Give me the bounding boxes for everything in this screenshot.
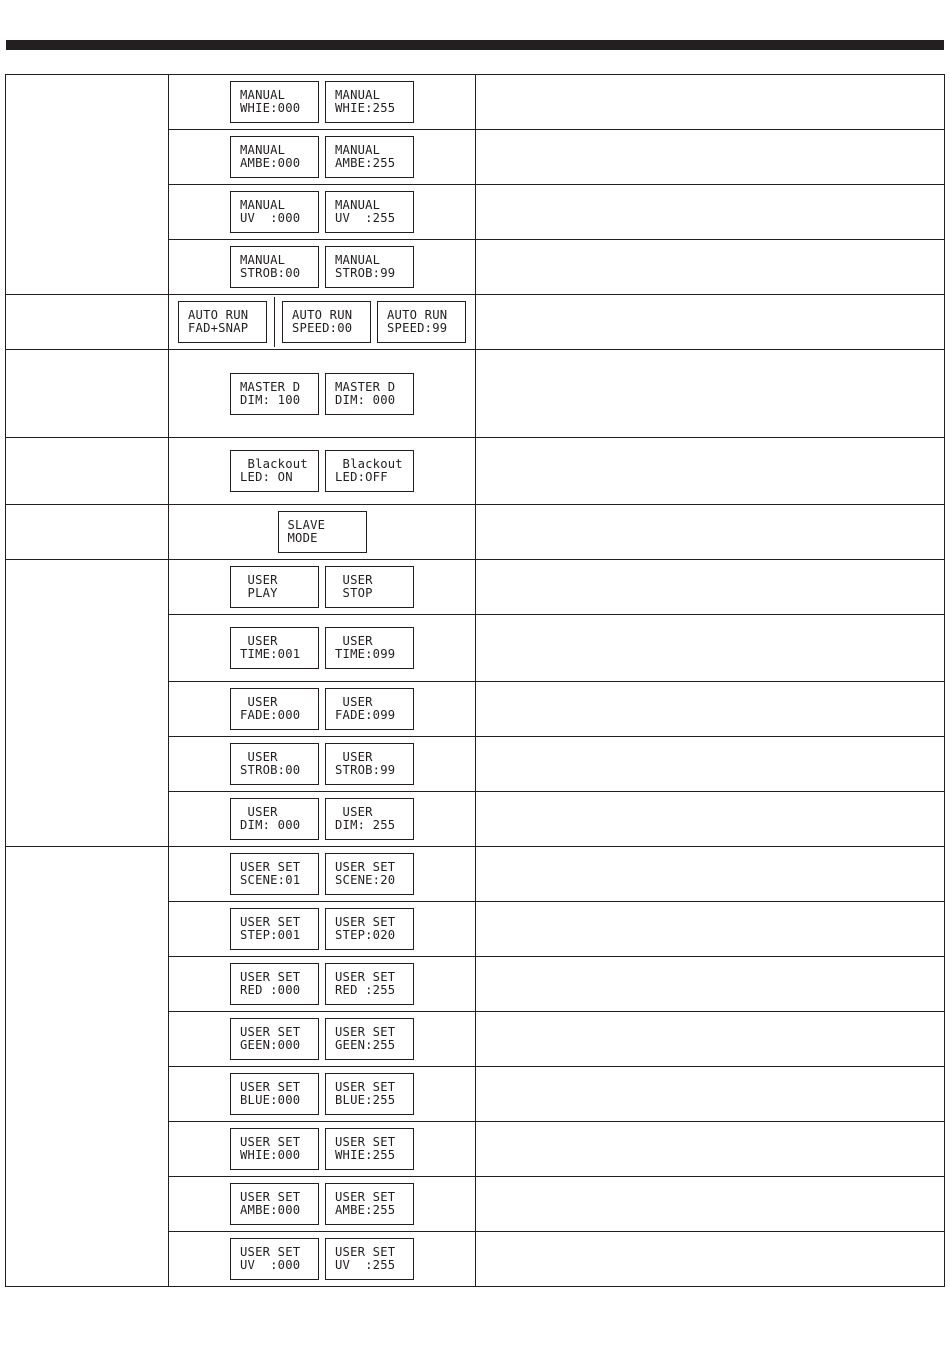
display-cell: [169, 737, 476, 792]
description-cell: [476, 295, 945, 350]
lcd-line: SPEED:99: [387, 321, 448, 335]
lcd-group: [169, 853, 475, 895]
description-cell: [476, 792, 945, 847]
lcd-display: [230, 1183, 319, 1225]
lcd-display: [282, 301, 371, 343]
lcd-group: [169, 81, 475, 123]
lcd-display: [325, 908, 414, 950]
lcd-display: [278, 511, 367, 553]
lcd-line: FAD+SNAP: [188, 321, 249, 335]
lcd-line: DIM: 255: [335, 818, 396, 832]
lcd-line: FADE:099: [335, 708, 396, 722]
lcd-line: USER SET: [240, 1135, 301, 1149]
lcd-line: BLUE:255: [335, 1093, 396, 1107]
lcd-line: USER SET: [240, 860, 301, 874]
lcd-group: [169, 1183, 475, 1225]
lcd-display: [230, 373, 319, 415]
lcd-display: [178, 301, 267, 343]
lcd-line: DIM: 100: [240, 392, 301, 407]
lcd-line: USER SET: [240, 1080, 301, 1094]
description-cell: [476, 75, 945, 130]
lcd-line: SPEED:00: [292, 321, 353, 335]
lcd-line: STROB:00: [240, 266, 301, 280]
lcd-display: [230, 963, 319, 1005]
lcd-display: [325, 450, 414, 492]
display-cell: [169, 792, 476, 847]
lcd-line: AUTO RUN: [292, 308, 353, 322]
lcd-display: [325, 246, 414, 288]
lcd-line: MANUAL: [335, 143, 381, 157]
display-divider: [274, 297, 275, 347]
lcd-display: [230, 566, 319, 608]
lcd-display: [230, 191, 319, 233]
lcd-line: UV :000: [240, 211, 301, 225]
menu-row: [6, 847, 945, 902]
display-cell: [169, 957, 476, 1012]
lcd-line: UV :255: [335, 1258, 396, 1272]
lcd-group: [169, 963, 475, 1005]
lcd-group: [169, 373, 475, 415]
lcd-line: STROB:99: [335, 266, 396, 280]
display-cell: [169, 847, 476, 902]
lcd-line: USER SET: [335, 1025, 396, 1039]
lcd-line: RED :255: [335, 983, 396, 997]
lcd-group: [169, 688, 475, 730]
description-cell: [476, 1177, 945, 1232]
lcd-display: [230, 743, 319, 785]
lcd-display: [325, 688, 414, 730]
display-cell: [169, 130, 476, 185]
lcd-line: USER SET: [240, 1190, 301, 1204]
lcd-line: STEP:001: [240, 928, 301, 942]
lcd-line: STROB:00: [240, 763, 301, 777]
lcd-display: [230, 136, 319, 178]
description-cell: [476, 1122, 945, 1177]
lcd-line: GEEN:000: [240, 1038, 301, 1052]
description-cell: [476, 1232, 945, 1287]
lcd-line: USER: [240, 805, 278, 819]
lcd-line: AUTO RUN: [188, 308, 249, 322]
description-cell: [476, 737, 945, 792]
section-label-cell: [6, 505, 169, 560]
description-cell: [476, 185, 945, 240]
lcd-line: MANUAL: [240, 88, 286, 102]
lcd-display: [325, 1073, 414, 1115]
display-cell: [169, 438, 476, 505]
lcd-display: [325, 1128, 414, 1170]
lcd-line: UV :255: [335, 211, 396, 225]
display-cell: [169, 682, 476, 737]
lcd-line: MANUAL: [335, 253, 381, 267]
lcd-line: LED: ON: [240, 470, 293, 484]
lcd-line: UV :000: [240, 1258, 301, 1272]
description-cell: [476, 130, 945, 185]
lcd-group: [169, 1128, 475, 1170]
display-cell: [169, 1232, 476, 1287]
description-cell: [476, 1012, 945, 1067]
description-cell: [476, 560, 945, 615]
description-cell: [476, 240, 945, 295]
lcd-line: USER SET: [240, 1245, 301, 1259]
section-label-cell: [6, 75, 169, 295]
display-cell: [169, 1067, 476, 1122]
lcd-display: [230, 688, 319, 730]
lcd-line: SLAVE: [287, 518, 326, 532]
lcd-line: TIME:099: [335, 647, 396, 661]
display-cell: [169, 185, 476, 240]
lcd-display: [230, 1238, 319, 1280]
lcd-group: [169, 627, 475, 669]
lcd-line: MANUAL: [240, 143, 286, 157]
lcd-line: WHIE:000: [240, 1148, 301, 1162]
lcd-line: DIM: 000: [240, 818, 301, 832]
lcd-line: MASTER D: [335, 379, 396, 394]
lcd-line: MANUAL: [335, 198, 381, 212]
lcd-line: USER SET: [240, 1025, 301, 1039]
lcd-display: [325, 191, 414, 233]
description-cell: [476, 438, 945, 505]
lcd-line: AMBE:255: [335, 1203, 396, 1217]
lcd-display: [325, 373, 414, 415]
lcd-display: [230, 450, 319, 492]
lcd-display: [230, 1128, 319, 1170]
display-cell: [169, 350, 476, 438]
lcd-group: [169, 136, 475, 178]
lcd-display: [230, 798, 319, 840]
lcd-line: MODE: [287, 531, 318, 545]
lcd-line: WHIE:255: [335, 101, 396, 115]
section-label-cell: [6, 350, 169, 438]
menu-table-body: [6, 75, 945, 1287]
lcd-line: SCENE:01: [240, 873, 301, 887]
lcd-line: USER SET: [335, 1245, 396, 1259]
lcd-line: USER SET: [335, 970, 396, 984]
description-cell: [476, 957, 945, 1012]
lcd-display: [325, 81, 414, 123]
display-cell: [169, 615, 476, 682]
description-cell: [476, 847, 945, 902]
lcd-line: USER: [240, 750, 278, 764]
lcd-line: STEP:020: [335, 928, 396, 942]
section-label-cell: [6, 560, 169, 847]
lcd-line: USER SET: [240, 915, 301, 929]
lcd-group: [169, 1073, 475, 1115]
lcd-line: MANUAL: [240, 198, 286, 212]
lcd-line: USER: [335, 695, 373, 709]
display-cell: [169, 902, 476, 957]
section-label-cell: [6, 295, 169, 350]
lcd-line: BLUE:000: [240, 1093, 301, 1107]
lcd-line: AMBE:000: [240, 1203, 301, 1217]
lcd-line: USER SET: [335, 1190, 396, 1204]
lcd-line: USER: [335, 634, 373, 648]
lcd-group: [169, 297, 475, 347]
lcd-line: GEEN:255: [335, 1038, 396, 1052]
lcd-display: [325, 798, 414, 840]
lcd-display: [325, 627, 414, 669]
lcd-line: USER SET: [335, 1135, 396, 1149]
lcd-display: [230, 853, 319, 895]
lcd-line: USER: [240, 634, 278, 648]
lcd-display: [325, 1238, 414, 1280]
lcd-group: [169, 798, 475, 840]
menu-row: [6, 560, 945, 615]
lcd-display: [230, 627, 319, 669]
lcd-line: RED :000: [240, 983, 301, 997]
lcd-line: STOP: [335, 586, 373, 600]
lcd-group: [169, 246, 475, 288]
display-cell: [169, 1177, 476, 1232]
lcd-line: MASTER D: [240, 379, 301, 394]
lcd-display: [230, 1018, 319, 1060]
lcd-line: USER: [240, 695, 278, 709]
section-label-cell: [6, 438, 169, 505]
lcd-line: USER: [335, 750, 373, 764]
lcd-line: WHIE:255: [335, 1148, 396, 1162]
display-cell: [169, 1122, 476, 1177]
lcd-line: WHIE:000: [240, 101, 301, 115]
lcd-line: FADE:000: [240, 708, 301, 722]
lcd-group: [169, 908, 475, 950]
lcd-display: [230, 81, 319, 123]
lcd-display: [230, 1073, 319, 1115]
header-rule: [6, 40, 944, 50]
display-cell: [169, 505, 476, 560]
display-cell: [169, 1012, 476, 1067]
display-cell: [169, 75, 476, 130]
description-cell: [476, 350, 945, 438]
lcd-display: [325, 853, 414, 895]
lcd-line: USER SET: [335, 860, 396, 874]
lcd-group: [169, 1018, 475, 1060]
menu-row: [6, 505, 945, 560]
description-cell: [476, 615, 945, 682]
menu-row: [6, 75, 945, 130]
description-cell: [476, 682, 945, 737]
lcd-line: USER: [240, 573, 278, 587]
lcd-line: USER: [335, 805, 373, 819]
lcd-line: STROB:99: [335, 763, 396, 777]
lcd-line: PLAY: [240, 586, 278, 600]
lcd-line: USER SET: [335, 915, 396, 929]
lcd-display: [325, 136, 414, 178]
lcd-display: [325, 963, 414, 1005]
display-cell: [169, 295, 476, 350]
description-cell: [476, 505, 945, 560]
lcd-line: USER SET: [335, 1080, 396, 1094]
lcd-display: [325, 1018, 414, 1060]
lcd-line: Blackout: [240, 457, 308, 471]
menu-row: [6, 295, 945, 350]
lcd-line: Blackout: [335, 457, 403, 471]
lcd-display: [325, 743, 414, 785]
menu-row: [6, 350, 945, 438]
lcd-group: [169, 743, 475, 785]
menu-table: [5, 74, 945, 1287]
description-cell: [476, 902, 945, 957]
lcd-display: [230, 246, 319, 288]
lcd-group: [169, 566, 475, 608]
lcd-line: MANUAL: [335, 88, 381, 102]
lcd-line: SCENE:20: [335, 873, 396, 887]
description-cell: [476, 1067, 945, 1122]
lcd-group: [169, 1238, 475, 1280]
lcd-line: MANUAL: [240, 253, 286, 267]
lcd-line: AUTO RUN: [387, 308, 448, 322]
lcd-display: [325, 566, 414, 608]
lcd-group: [169, 191, 475, 233]
menu-row: [6, 438, 945, 505]
lcd-line: USER SET: [240, 970, 301, 984]
section-label-cell: [6, 847, 169, 1287]
lcd-line: AMBE:000: [240, 156, 301, 170]
lcd-line: AMBE:255: [335, 156, 396, 170]
lcd-display: [377, 301, 466, 343]
lcd-display: [325, 1183, 414, 1225]
lcd-line: LED:OFF: [335, 470, 388, 484]
display-cell: [169, 560, 476, 615]
lcd-group: [169, 511, 475, 553]
lcd-display: [230, 908, 319, 950]
lcd-line: TIME:001: [240, 647, 301, 661]
lcd-group: [169, 450, 475, 492]
lcd-line: USER: [335, 573, 373, 587]
lcd-line: DIM: 000: [335, 392, 396, 407]
display-cell: [169, 240, 476, 295]
